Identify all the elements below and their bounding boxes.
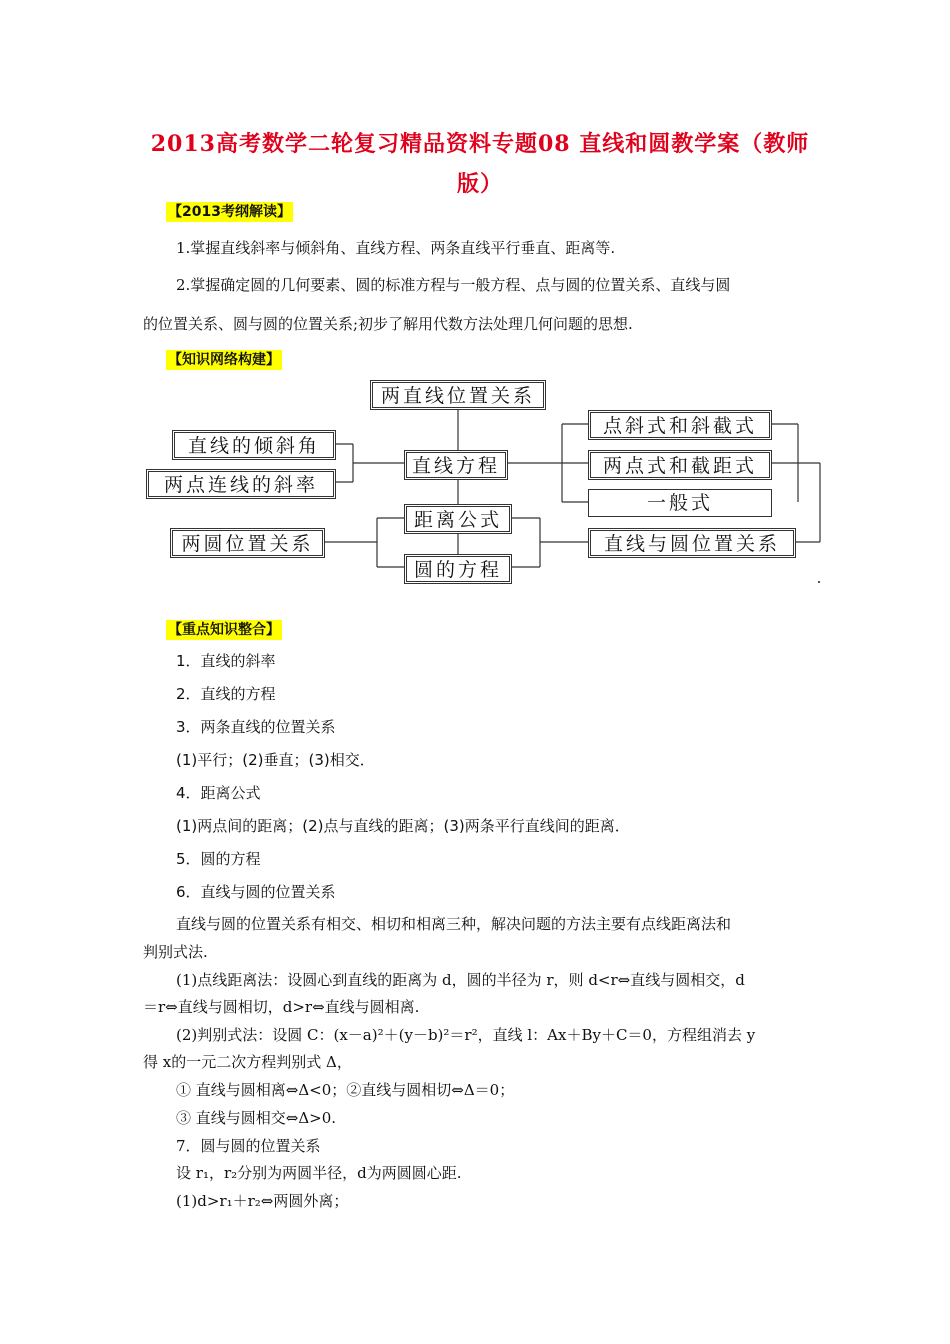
syllabus-item-1: 1.掌握直线斜率与倾斜角、直线方程、两条直线平行垂直、距离等.: [176, 239, 616, 257]
box-two-point-slope: 两点连线的斜率: [146, 469, 336, 499]
key-item-1: 1．直线的斜率: [176, 652, 276, 670]
box-line-equation: 直线方程: [404, 450, 508, 480]
box-distance-formula: 距离公式: [404, 504, 512, 534]
key-item-5: 5．圆的方程: [176, 850, 261, 868]
line-circle-para-3a: (2)判别式法：设圆 C：(x－a)²＋(y－b)²＝r²，直线 l：Ax＋By＋C＝0，方程组消去 y: [176, 1026, 756, 1044]
line-circle-para-2b: ＝r⇔直线与圆相切，d>r⇔直线与圆相离.: [143, 998, 420, 1016]
box-inclination: 直线的倾斜角: [172, 430, 336, 460]
line-circle-para-3b: 得 x的一元二次方程判别式 Δ，: [143, 1053, 352, 1071]
knowledge-network-diagram: [142, 374, 832, 594]
syllabus-item-2b: 的位置关系、圆与圆的位置关系;初步了解用代数方法处理几何问题的思想.: [143, 315, 633, 333]
circle-circle-case-1: (1)d>r₁＋r₂⇔两圆外离；: [176, 1192, 349, 1210]
line-circle-case-3: ③ 直线与圆相交⇔Δ>0.: [176, 1109, 337, 1127]
line-circle-case-1-2: ① 直线与圆相离⇔Δ<0；②直线与圆相切⇔Δ＝0；: [176, 1081, 515, 1099]
circle-circle-para: 设 r₁，r₂分别为两圆半径，d为两圆圆心距.: [176, 1164, 462, 1182]
key-item-7: 7．圆与圆的位置关系: [176, 1137, 321, 1155]
syllabus-item-2a: 2.掌握确定圆的几何要素、圆的标准方程与一般方程、点与圆的位置关系、直线与圆: [176, 276, 731, 294]
page-title: [140, 124, 820, 204]
section-heading-syllabus: 【2013考纲解读】: [168, 204, 291, 220]
box-circle-equation: 圆的方程: [404, 554, 512, 584]
box-point-slope: 点斜式和斜截式: [588, 410, 772, 440]
key-item-2: 2．直线的方程: [176, 685, 276, 703]
title-line-1: 2013高考数学二轮复习精品资料专题08 直线和圆教学案（教师: [150, 131, 810, 157]
box-two-lines-relation: 两直线位置关系: [370, 380, 546, 410]
line-circle-para-2a: (1)点线距离法：设圆心到直线的距离为 d，圆的半径为 r，则 d<r⇔直线与圆相交，d: [176, 971, 745, 989]
section-heading-key: 【重点知识整合】: [168, 622, 280, 638]
title-line-2: 版）: [456, 171, 503, 197]
section-heading-network: 【知识网络构建】: [168, 352, 280, 368]
box-two-circles-relation: 两圆位置关系: [170, 528, 325, 558]
box-two-point-intercept: 两点式和截距式: [588, 450, 772, 480]
key-item-3-detail: (1)平行；(2)垂直；(3)相交．: [176, 751, 375, 769]
line-circle-para-1a: 直线与圆的位置关系有相交、相切和相离三种，解决问题的方法主要有点线距离法和: [176, 915, 732, 933]
box-line-circle-relation: 直线与圆位置关系: [588, 528, 796, 558]
key-item-4: 4．距离公式: [176, 784, 261, 802]
stray-dot: [818, 581, 820, 583]
box-general-form: 一般式: [588, 489, 772, 517]
key-item-3: 3．两条直线的位置关系: [176, 718, 336, 736]
line-circle-para-1b: 判别式法.: [143, 943, 208, 961]
key-item-4-detail: (1)两点间的距离；(2)点与直线的距离；(3)两条平行直线间的距离．: [176, 817, 630, 835]
key-item-6: 6．直线与圆的位置关系: [176, 883, 336, 901]
